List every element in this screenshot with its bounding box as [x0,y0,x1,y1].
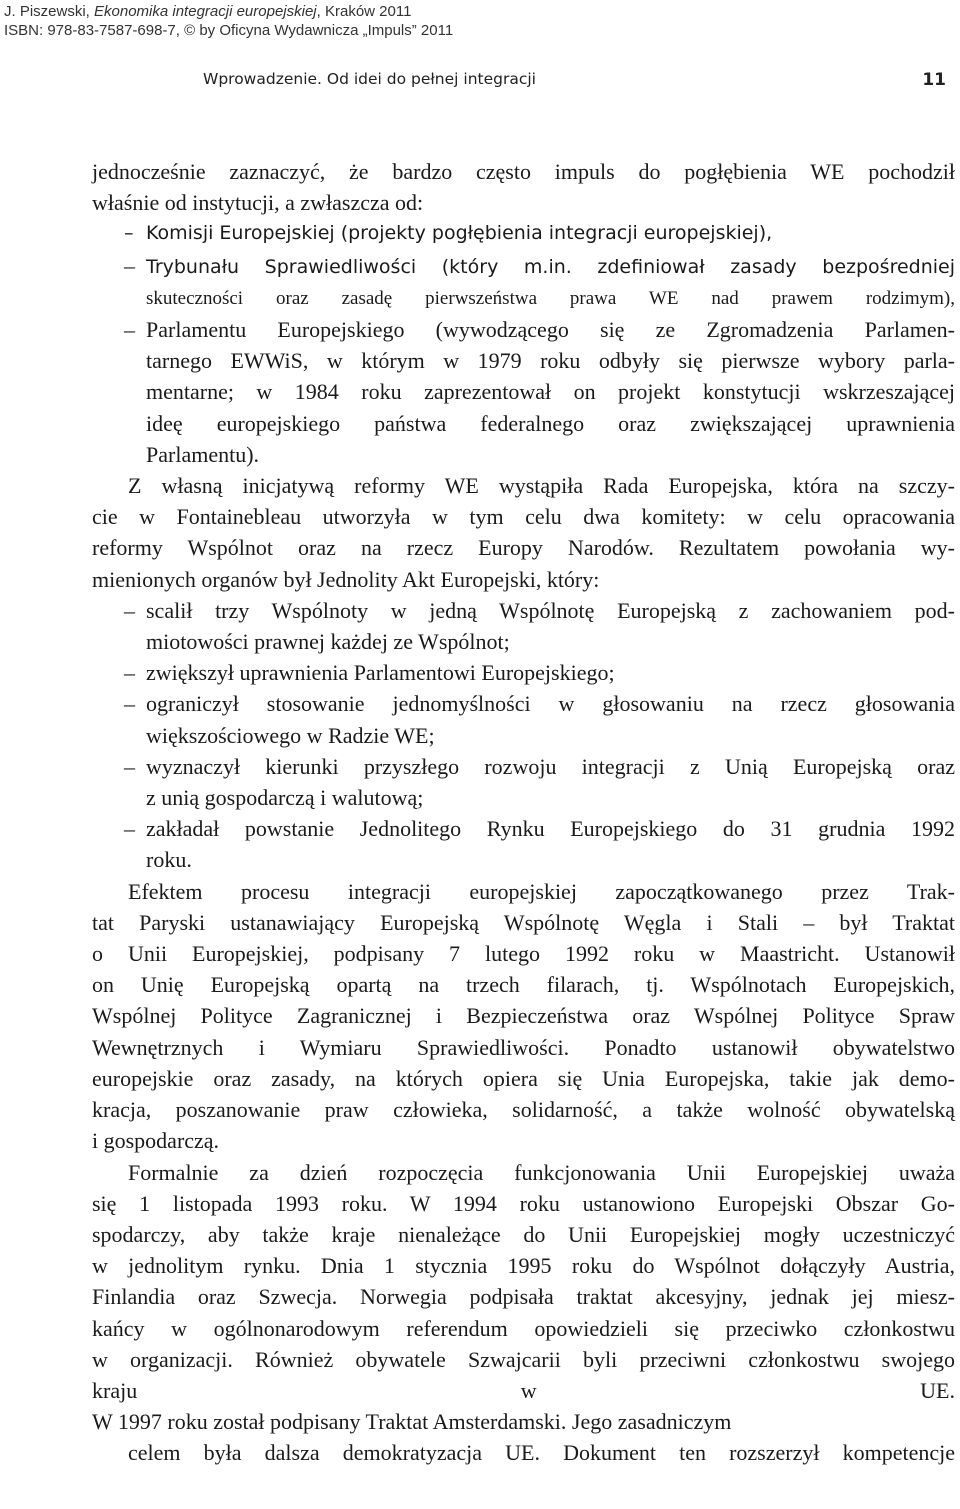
page-number: 11 [922,70,946,90]
text-line: tarnego EWWiS, w którym w 1979 roku odbyły się pierwsze wybory parla- [146,348,955,374]
text-line: mentarne; w 1984 roku zaprezentował on projekt konstytucji wskrzeszającej [146,379,955,405]
text-line: i gospodarczą. [92,1128,220,1154]
list-item-tribunal-text: Trybunału Sprawiedliwości (który m.in. zdefiniował zasady bezpośredniej [146,255,955,278]
list-item: – ograniczył stosowanie jednomyślności w głosowaniu na rzecz głosowania [92,688,955,719]
text-line: ideę europejskiego państwa federalnego oraz zwiększającej uprawnienia [146,410,955,436]
paragraph-start: celem była dalsza demokratyzacja UE. Dokument ten rozszerzył kompetencje [128,1440,955,1466]
running-header [203,70,946,90]
paragraph-start: Efektem procesu integracji europejskiej zapoczątkowanego przez Trak- [128,878,955,904]
chapter-title: Wprowadzenie. Od idei do pełnej integracji [203,70,536,88]
text-line: jednocześnie zaznaczyć, że bardzo często impuls do pogłębienia WE pochodził [92,159,955,184]
text-line: Parlamentu). [146,441,260,467]
paragraph-start: Formalnie za dzień rozpoczęcia funkcjonowania Unii Europejskiej uważa [128,1159,955,1185]
paragraph-start: Z własną inicjatywą reformy WE wystąpiła Rada Europejska, która na szczy- [128,473,955,499]
text-line: w organizacji. Również obywatele Szwajcarii byli przeciwni członkostwu swojego [92,1346,955,1372]
text-line: o Unii Europejskiej, podpisany 7 lutego 1992 roku w Maastricht. Ustanowił [92,941,955,967]
list-item: – wyznaczył kierunki przyszłego rozwoju integracji z Unią Europejską oraz [92,751,955,782]
text-line: on Unię Europejską opartą na trzech filarach, tj. Wspólnotach Europejskich, [92,972,955,998]
isbn-line: ISBN: 978-83-7587-698-7, © by Oficyna Wydawnicza „Impuls” 2011 [4,22,454,39]
list-item: – scalił trzy Wspólnoty w jedną Wspólnotę Europejską z zachowaniem pod- [92,595,955,626]
text-line: z unią gospodarczą i walutową; [146,785,424,811]
text-line: Wewnętrznych i Wymiaru Sprawiedliwości. Ponadto ustanowił obywatelstwo [92,1034,955,1060]
text-line: W 1997 roku został podpisany Traktat Amsterdamski. Jego zasadniczym [92,1409,732,1435]
text-line: się 1 listopada 1993 roku. W 1994 roku ustanowiono Europejski Obszar Go- [92,1190,955,1216]
text-line: większościowego w Radzie WE; [146,722,435,748]
citation-line [4,2,453,21]
list-item-commission: – Komisji Europejskiej (projekty pogłębienia integracji europejskiej), [92,218,955,249]
list-item-tribunal [92,250,955,283]
text-line: właśnie od instytucji, a zwłaszcza od: [92,190,424,216]
text-line: cie w Fontainebleau utworzyła w tym celu dwa komitety: w celu opracowania [92,504,955,530]
publication-info [4,2,453,40]
list-item-parliament: – Parlamentu Europejskiego (wywodzącego się ze Zgromadzenia Parlamen- [92,314,955,345]
text-line: kraju w UE. [92,1377,955,1403]
list-item: – zakładał powstanie Jednolitego Rynku Europejskiego do 31 grudnia 1992 [92,813,955,844]
text-line: spodarczy, aby także kraje nienależące do Unii Europejskiej mogły uczestniczyć [92,1221,955,1247]
list-item: – zwiększył uprawnienia Parlamentowi Europejskiego; [92,657,955,688]
citation-title: Ekonomika integracji europejskiej [94,3,317,20]
text-line: Finlandia oraz Szwecja. Norwegia podpisała traktat akcesyjny, jednak jej miesz- [92,1284,955,1310]
text-line: w jednolitym rynku. Dnia 1 stycznia 1995 roku do Wspólnot dołączyły Austria, [92,1253,955,1279]
text-line: mienionych organów był Jednolity Akt Europejski, który: [92,566,600,592]
text-line: europejskie oraz zasady, na których opiera się Unia Europejska, takie jak demo- [92,1065,955,1091]
text-line: skuteczności oraz zasadę pierwszeństwa prawa WE nad prawem rodzimym), [146,287,955,309]
text-line: reformy Wspólnot oraz na rzecz Europy Narodów. Rezultatem powołania wy- [92,535,955,561]
text-line: roku. [146,847,192,873]
text-line: kańcy w ogólnonarodowym referendum opowiedzieli się przeciwko członkostwu [92,1315,955,1341]
text-line: tat Paryski ustanawiający Europejską Wspólnotę Węgla i Stali – był Traktat [92,909,955,935]
text-line: miotowości prawnej każdej ze Wspólnot; [146,629,510,655]
body-text [92,156,955,1469]
citation-place: , Kraków 2011 [316,3,412,20]
citation-author: J. Piszewski, [4,3,95,20]
text-line: kracja, poszanowanie praw człowieka, solidarność, a także wolność obywatelską [92,1097,955,1123]
text-line: Wspólnej Polityce Zagranicznej i Bezpieczeństwa oraz Wspólnej Polityce Spraw [92,1003,955,1029]
